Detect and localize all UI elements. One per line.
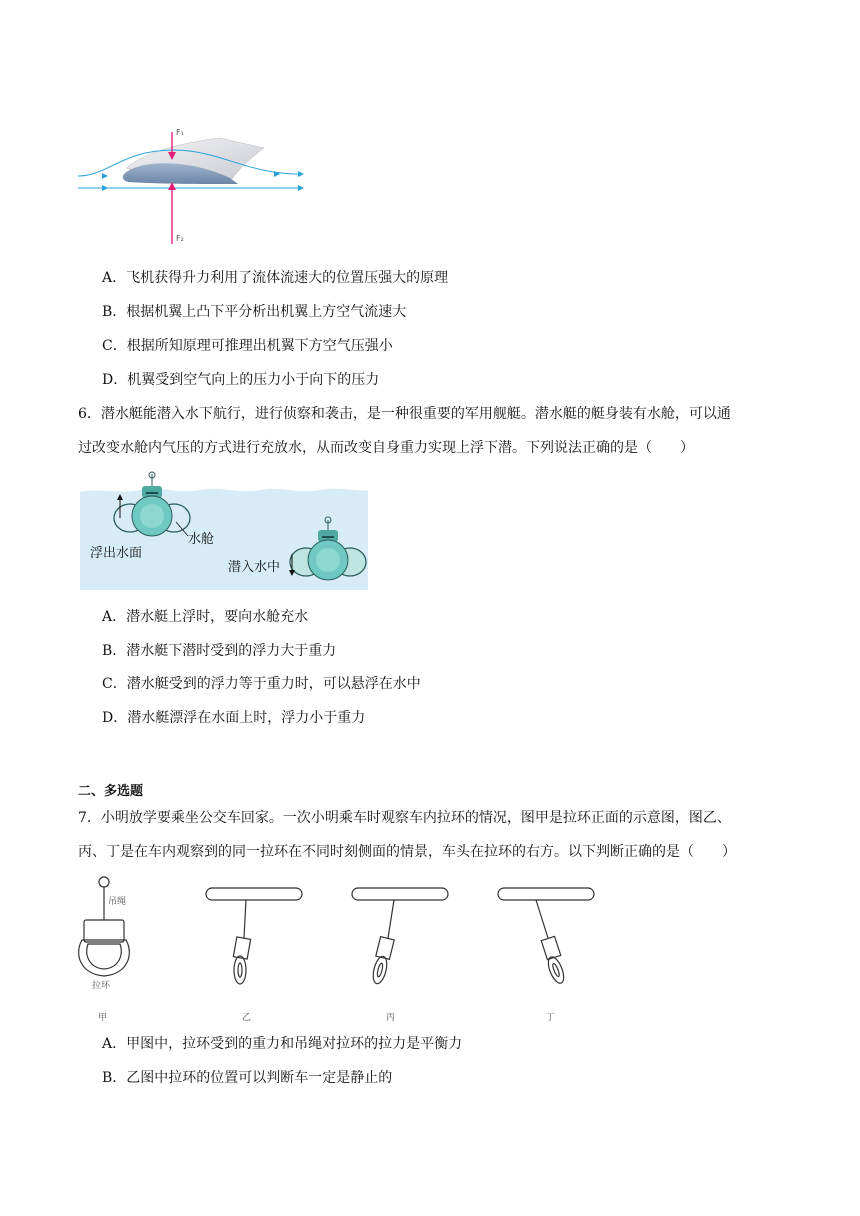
handle-front-view [79,877,130,976]
handle-figure [76,874,626,1024]
q6-option-d: D．潜水艇漂浮在水面上时，浮力小于重力 [102,710,366,726]
q7-option-a: A．甲图中，拉环受到的重力和吊绳对拉环的拉力是平衡力 [102,1036,463,1052]
q7-stem-line2: 丙、丁是在车内观察到的同一拉环在不同时刻侧面的情景，车头在拉环的右方。以下判断正确的是（ ） [78,844,736,860]
handle-side-view-bing [352,888,448,985]
f2-label: F₂ [176,234,184,243]
caption-yi: 乙 [242,1013,252,1023]
handle-side-view-yi [206,888,302,984]
q6-stem-line2: 过改变水舱内气压的方式进行充放水，从而改变自身重力实现上浮下潜。下列说法正确的是（ ） [78,440,694,456]
dive-label: 潜入水中 [228,560,281,575]
section-title: 二、多选题 [78,784,144,799]
f1-label: F₁ [176,128,184,137]
q5-option-d: D．机翼受到空气向上的压力小于向下的压力 [102,372,380,388]
handle-diagram [76,874,626,1024]
wing-figure [78,124,308,248]
q7-stem-line1: 7．小明放学要乘坐公交车回家。一次小明乘车时观察车内拉环的情况，图甲是拉环正面的示意图，图乙、 [78,810,731,826]
handle-side-view-ding [498,888,594,985]
ring-label: 拉环 [92,981,111,991]
submarine-diagram [80,470,368,590]
q6-option-c: C．潜水艇受到的浮力等于重力时，可以悬浮在水中 [102,676,421,692]
caption-bing: 丙 [386,1013,396,1023]
q7-option-b: B．乙图中拉环的位置可以判断车一定是静止的 [102,1070,393,1086]
rope-label: 吊绳 [108,897,127,907]
q5-option-a: A．飞机获得升力利用了流体流速大的位置压强大的原理 [102,270,449,286]
tank-label: 水舱 [188,532,215,547]
q6-stem-line1: 6．潜水艇能潜入水下航行，进行侦察和袭击，是一种很重要的军用舰艇。潜水艇的艇身装有水舱，可以通 [78,406,731,422]
q5-option-c: C．根据所知原理可推理出机翼下方空气压强小 [102,338,393,354]
float-label: 浮出水面 [90,546,143,561]
q6-option-a: A．潜水艇上浮时，要向水舱充水 [102,609,309,625]
submarine-figure [80,470,368,590]
q6-option-b: B．潜水艇下潜时受到的浮力大于重力 [102,643,337,659]
caption-jia: 甲 [98,1013,108,1023]
wing-diagram [78,124,308,248]
q5-option-b: B．根据机翼上凸下平分析出机翼上方空气流速大 [102,304,407,320]
caption-ding: 丁 [546,1013,556,1023]
